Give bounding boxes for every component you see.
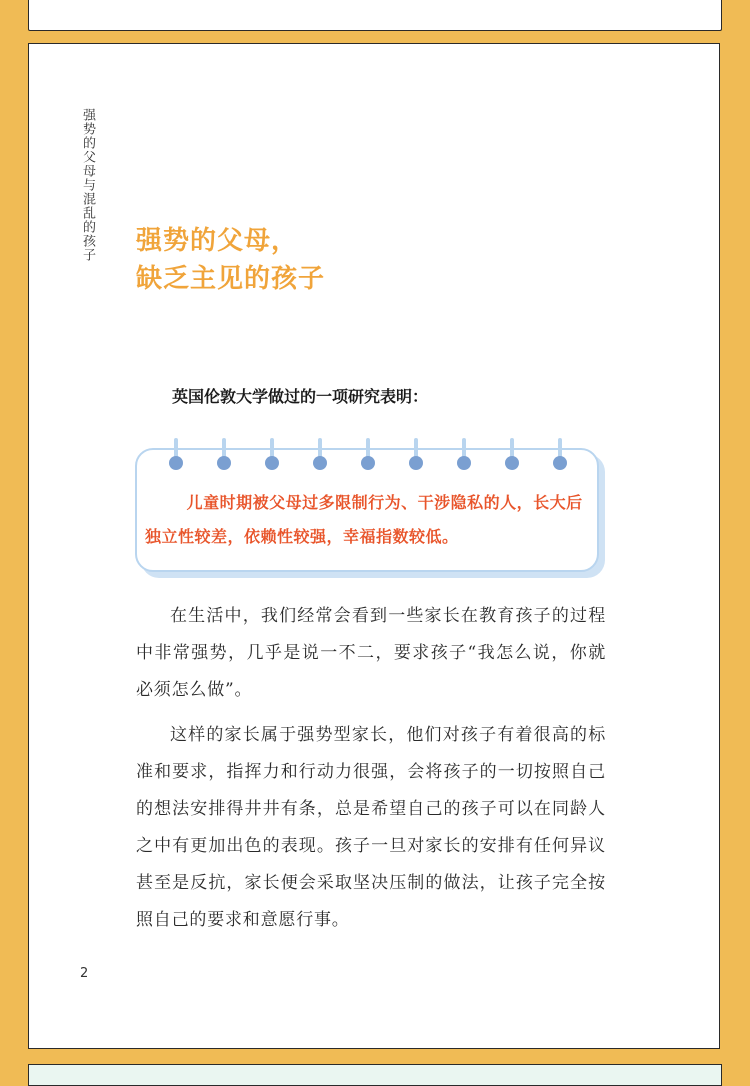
binder-ring-icon (558, 438, 562, 464)
body-paragraph-2: 这样的家长属于强势型家长，他们对孩子有着很高的标准和要求，指挥力和行动力很强，会将孩子的一切按照自己的想法安排得井井有条，总是希望自己的孩子可以在同龄人之中有更加出色的表现。孩子一旦对家长的安排有任何异议甚至是反抗，家长便会采取坚决压制的做法，让孩子完全按照自己的要求和意愿行事。 (136, 725, 606, 930)
binder-ring-icon (318, 438, 322, 464)
binder-ring-icon (414, 438, 418, 464)
binder-ring-icon (174, 438, 178, 464)
previous-page-edge (28, 0, 722, 31)
next-page-edge (28, 1064, 722, 1086)
binder-ring-icon (366, 438, 370, 464)
chapter-title-line-1: 强势的父母， (136, 226, 299, 256)
body-paragraph-1: 在生活中，我们经常会看到一些家长在教育孩子的过程中非常强势，几乎是说一不二，要求孩子“我怎么说，你就必须怎么做”。 (136, 606, 606, 700)
chapter-title-line-2: 缺乏主见的孩子 (136, 264, 326, 294)
research-intro: 英国伦敦大学做过的一项研究表明： (172, 387, 429, 406)
binder-ring-icon (462, 438, 466, 464)
research-finding-quote: 儿童时期被父母过多限制行为、干涉隐私的人，长大后独立性较差，依赖性较强，幸福指数较低。 (145, 493, 583, 546)
quote-notebook-box (135, 448, 599, 572)
running-head: 强势的父母与混乱的孩子 (80, 108, 95, 262)
binder-ring-icon (270, 438, 274, 464)
binder-ring-icon (222, 438, 226, 464)
body-text (136, 598, 606, 947)
binder-ring-icon (510, 438, 514, 464)
page-number: 2 (80, 966, 89, 981)
chapter-title (136, 222, 325, 298)
